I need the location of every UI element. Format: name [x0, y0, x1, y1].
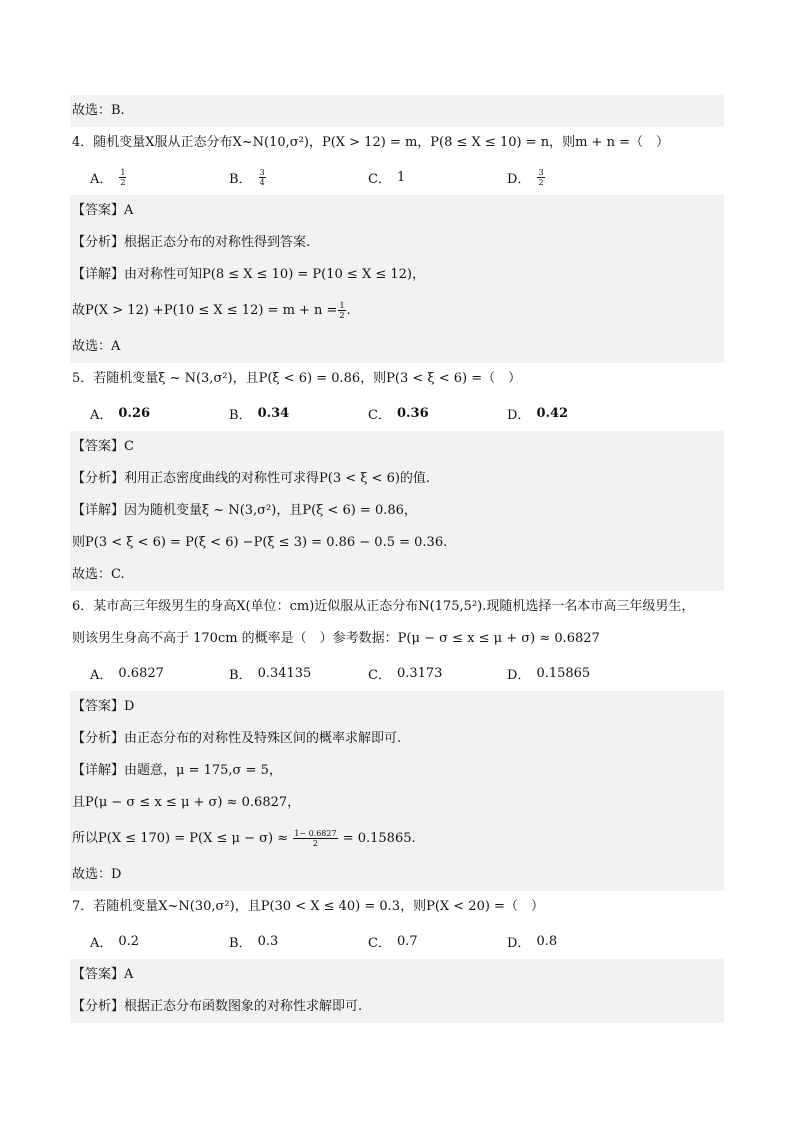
- answer-line: 【答案】A: [70, 195, 724, 227]
- option-a: A． $\frac{1}{2}$: [90, 167, 126, 187]
- option-b: B． 0.34: [229, 405, 290, 423]
- option-c: C． 0.36: [368, 405, 429, 423]
- answer-line: 【答案】C: [70, 431, 724, 463]
- question-5: 5．若随机变量ξ ~ N(3,σ²)，且P(ξ < 6) = 0.86，则P(3 < ξ < 6) =（ ）: [72, 371, 522, 386]
- choice-line: 故选：C.: [70, 559, 724, 591]
- option-b: B． 0.34135: [229, 665, 312, 683]
- fraction: $\frac{1- 0.6827}{2}$: [294, 829, 337, 848]
- question-7: 7．若随机变量X~N(30,σ²)，且P(30 < X ≤ 40) = 0.3，则P(X < 20) =（ ）: [72, 899, 544, 914]
- option-c: C． 1: [368, 169, 406, 187]
- choice-line: 故选：B.: [70, 95, 724, 127]
- fraction: $\frac{1}{2}$: [120, 167, 126, 187]
- question-5-options: [70, 395, 724, 431]
- option-b: B． $\frac{3}{4}$: [229, 167, 265, 187]
- analysis-line: 【分析】根据正态分布的对称性得到答案.: [70, 227, 724, 259]
- detail-line: 故P(X > 12) +P(10 ≤ X ≤ 12) = m + n = $\frac{1}{2}$ .: [70, 291, 724, 331]
- choice-line: 故选：D: [70, 859, 724, 891]
- detail-line: 【详解】由题意，μ = 175,σ = 5，: [70, 755, 724, 787]
- option-c: C． 0.7: [368, 933, 418, 951]
- detail-line: 且P(μ − σ ≤ x ≤ μ + σ) ≈ 0.6827，: [70, 787, 724, 819]
- option-d: D． 0.8: [507, 933, 558, 951]
- analysis-line: 【分析】根据正态分布函数图象的对称性求解即可.: [70, 991, 724, 1023]
- detail-line: 【详解】由对称性可知P(8 ≤ X ≤ 10) = P(10 ≤ X ≤ 12)，: [70, 259, 724, 291]
- choice-line: 故选：A: [70, 331, 724, 363]
- detail-line: 所以P(X ≤ 170) = P(X ≤ μ − σ) ≈ $\frac{1- 0.6827}{2}$ = 0.15865.: [70, 819, 724, 859]
- document-page: [70, 95, 724, 1023]
- question-4: 4．随机变量X服从正态分布X~N(10,σ²)，P(X > 12) = m，P(8 ≤ X ≤ 10) = n，则m + n =（ ）: [72, 135, 669, 150]
- question-7-options: [70, 923, 724, 959]
- question-6-cont: 则该男生身高不高于 170cm 的概率是（ ）参考数据：P(μ − σ ≤ x ≤ μ + σ) ≈ 0.6827: [72, 631, 600, 646]
- answer-line: 【答案】D: [70, 691, 724, 723]
- fraction: $\frac{1}{2}$: [339, 301, 345, 320]
- question-6-options: [70, 655, 724, 691]
- detail-line: 【详解】因为随机变量ξ ~ N(3,σ²)，且P(ξ < 6) = 0.86，: [70, 495, 724, 527]
- option-d: D． 0.15865: [507, 665, 591, 683]
- fraction: $\frac{3}{4}$: [259, 167, 265, 187]
- analysis-line: 【分析】由正态分布的对称性及特殊区间的概率求解即可.: [70, 723, 724, 755]
- question-4-options: [70, 159, 724, 195]
- option-a: A． 0.6827: [90, 665, 164, 683]
- question-6: 6．某市高三年级男生的身高X(单位：cm)近似服从正态分布N(175,5²).现随机选择一名本市高三年级男生，: [72, 599, 695, 614]
- option-b: B． 0.3: [229, 933, 279, 951]
- option-a: A． 0.2: [90, 933, 140, 951]
- option-d: D． $\frac{3}{2}$: [507, 167, 544, 187]
- option-d: D． 0.42: [507, 405, 569, 423]
- option-a: A． 0.26: [90, 405, 151, 423]
- fraction: $\frac{3}{2}$: [538, 167, 544, 187]
- analysis-line: 【分析】利用正态密度曲线的对称性可求得P(3 < ξ < 6)的值.: [70, 463, 724, 495]
- detail-line: 则P(3 < ξ < 6) = P(ξ < 6) −P(ξ ≤ 3) = 0.86 − 0.5 = 0.36.: [70, 527, 724, 559]
- option-c: C． 0.3173: [368, 665, 443, 683]
- answer-line: 【答案】A: [70, 959, 724, 991]
